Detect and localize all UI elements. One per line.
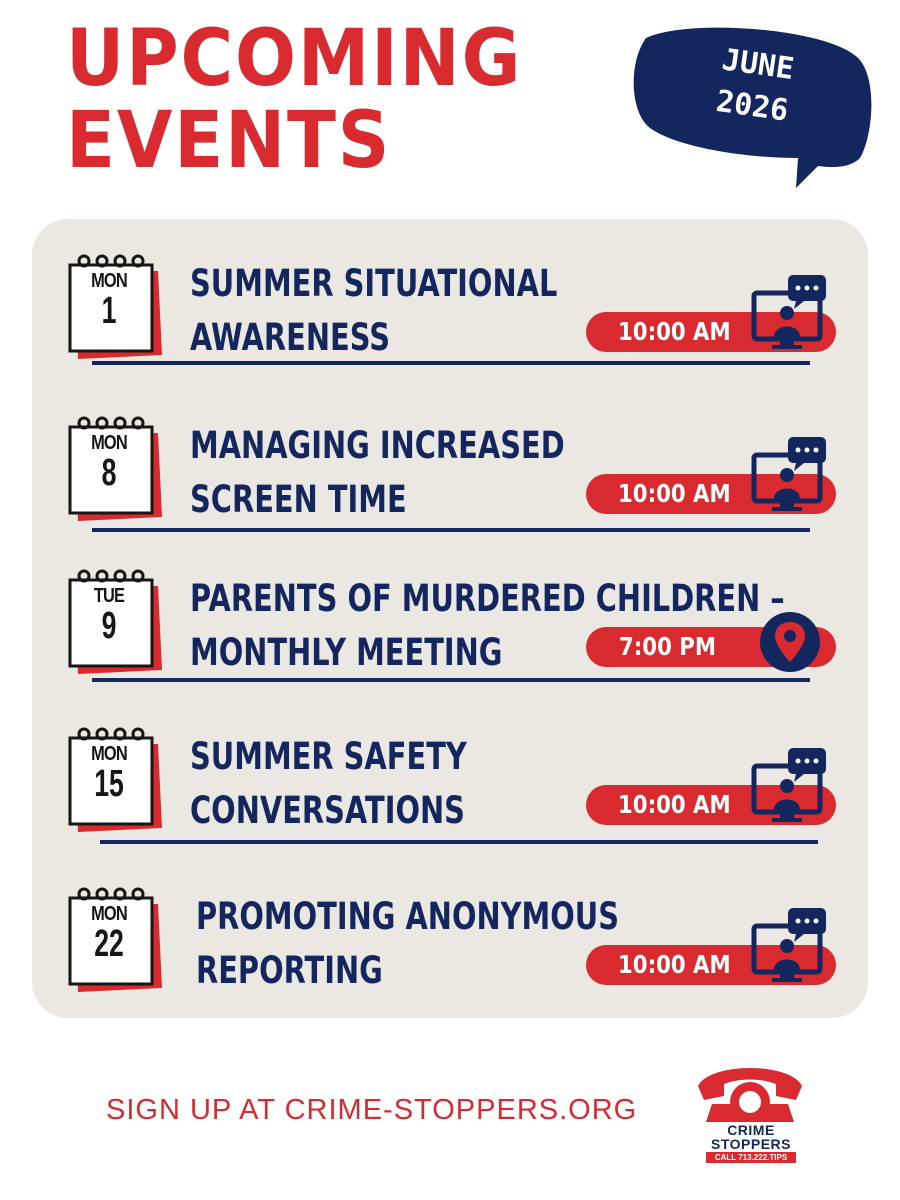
event-day: 1 (101, 290, 117, 332)
event-day: 9 (101, 605, 117, 647)
event-weekday: MON (91, 270, 127, 292)
virtual-meeting-icon (750, 748, 830, 824)
title-line-1: UPCOMING (66, 14, 523, 104)
event-divider (92, 361, 810, 365)
event-title (190, 257, 627, 365)
event-item (32, 229, 868, 369)
signup-link[interactable]: SIGN UP AT CRIME-STOPPERS.ORG (106, 1094, 638, 1126)
title-line-2: EVENTS (66, 96, 392, 186)
event-time: 7:00 PM (619, 632, 716, 661)
event-title-line-1: SUMMER SAFETY (190, 735, 467, 778)
event-weekday: MON (91, 743, 127, 765)
page-title (66, 14, 523, 186)
event-time: 10:00 AM (618, 479, 731, 508)
badge-year: 2026 (713, 83, 791, 129)
logo-phone: CALL 713.222.TIPS (706, 1152, 796, 1163)
event-title-line-1: SUMMER SITUATIONAL (190, 262, 558, 305)
event-time: 10:00 AM (618, 790, 731, 819)
event-weekday: TUE (93, 585, 125, 607)
event-item (32, 391, 868, 531)
virtual-meeting-icon (750, 908, 830, 984)
event-weekday: MON (91, 903, 127, 925)
event-item (32, 544, 868, 684)
event-title-line-2: REPORTING (196, 949, 383, 992)
event-title-line-2: MONTHLY MEETING (190, 631, 503, 674)
badge-month: JUNE (719, 42, 797, 88)
event-day: 15 (94, 763, 124, 805)
event-time: 10:00 AM (618, 317, 731, 346)
event-item (32, 702, 868, 842)
event-title (196, 890, 633, 998)
event-title-line-2: SCREEN TIME (190, 478, 407, 521)
logo-line-1: CRIME (727, 1122, 775, 1138)
event-divider (100, 840, 818, 844)
events-panel (32, 219, 868, 1018)
event-title-line-2: CONVERSATIONS (190, 789, 465, 832)
month-badge (685, 35, 825, 136)
event-title (190, 419, 627, 527)
event-day: 22 (94, 923, 124, 965)
event-title-line-1: MANAGING INCREASED (190, 424, 565, 467)
event-weekday: MON (91, 432, 127, 454)
event-title-line-1: PARENTS OF MURDERED CHILDREN – (190, 577, 785, 620)
event-day: 8 (101, 452, 117, 494)
virtual-meeting-icon (750, 275, 830, 351)
event-title-line-1: PROMOTING ANONYMOUS (196, 895, 620, 938)
event-item (32, 862, 868, 1002)
virtual-meeting-icon (750, 437, 830, 513)
logo-wordmark (706, 1123, 796, 1151)
logo-line-2: STOPPERS (711, 1136, 791, 1152)
event-divider (92, 528, 810, 532)
event-title-line-2: AWARENESS (190, 316, 390, 359)
event-title (190, 730, 627, 838)
event-time: 10:00 AM (618, 950, 731, 979)
event-divider (92, 678, 810, 682)
location-pin-icon (758, 610, 822, 674)
